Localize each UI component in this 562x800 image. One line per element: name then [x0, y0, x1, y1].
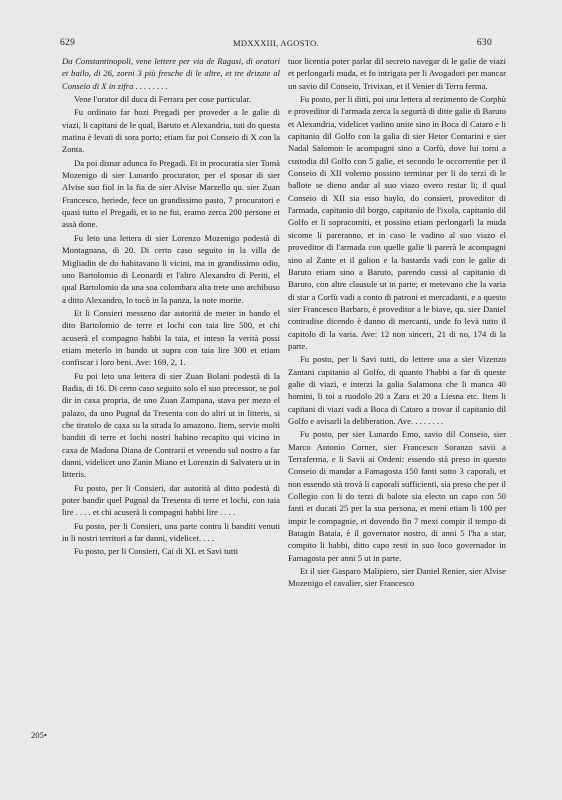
paragraph: Fu posto, per li ditti, poi una lettera al rezimento de Corphù e proveditor di l'armada zerca la segurtà di ditte galie di Baruto et Alexandria, videlicet vadino unite sino in Boca di Cataro e li capitanio dil Golfo con la galia di sier Hetor Contarini e sier Nadal Salomon le acompagni sino a Corfù, dove lui torni a custodia dil Golfo con 5 galie, et secondo le occorrentie per il Conseio di XII volemo possino terminar per li do terzi di le ballote se dieno andar al suo viazo overo restar li; il qual Conseio di XII sia esso baylo, do consieri, proveditor di l'armada, capitanio dil borgo, capitanio de l'ixola, capitanio dil Golfo et li sopracomiti, et possino etiam perlongarli la muda sicome li pareranno, et in caso le vadino al suo viazo el proveditor di l'armada con quelle galie li parerà le acompagni sino al Zante et il galion e la bastarda vadi con le galie di Baruto etiam sino a Baruto, parendo cussi al capitanio di Baruto, con altre clausule ut in parte; et metevano che la varia di star a Corfù vadi a conto di patroni et mercadanti, e a questo sier Francesco Barbaro, è proveditor a le biave, qu. sier Daniel contradise dicendo è danno di mercanti, unde fo levà tutto il capitolo di la varia. Ave: 12 non sinceri, 21 di no, 174 di la parte. [288, 94, 506, 351]
paragraph: Fu posto, per li Consieri, Cai di XL et Savi tutti [74, 546, 239, 557]
paragraph: Da poi disnar adunca fo Pregadi. Et in procuratia sier Tomà Mozenigo di sier Lunardo procurator, per el sposar di sier Alvise suo fiol in la fia de sier Alvise Marzello qu. sier Zuan Francesco, heriede, fece un grandissimo pasto, 7 procuratori e quasi tutto el Pregadi, et io ne fui, eramo zerca 200 persone et assà done. [62, 157, 280, 230]
right-column [288, 55, 506, 591]
paragraph: Vene l'orator dil duca di Ferrara per cose particular. [74, 94, 252, 105]
right-page-number: 630 [476, 38, 492, 48]
page-header [60, 38, 492, 52]
paragraph: Fu poi leto una lettera di sier Zuan Bolani podestà di la Badia, di 16. Di certo caso seguito solo el suo precessor, se pol dir in caxa propria, de uno Zuan Zampana, stava per mezo el palazo, da uno Pugnal da Tresenta con do altri ut in litteris, si che tiratolo de caxa su la strada lo amazono. Item, servie molti banditi di terre et lochi nostri habino recapito qui vicino in caxa de Madona Diana de Contrarii et venendo sul nostro a far danni, videlicet uno Zanin Miano et Lorenzin di Salvatera ut in litteris. [62, 370, 280, 480]
paragraph: Fu posto, per li Consieri, una parte contra li banditi venuti in li nostri territori a far danni, videlicet. . . . [62, 520, 280, 544]
paragraph: tuor licentia poter parlar dil secreto navegar di le galie de viazi et perlongarli muda, et fo intrigata per li Avogadori per mancar un savio dil Conseio, Trivixan, et il Venier di Terra ferma. [288, 56, 506, 91]
left-page-number: 629 [60, 38, 76, 48]
margin-number: 205• [31, 730, 47, 740]
running-title: MDXXXIII, AGOSTO. [233, 38, 319, 48]
paragraph: Fu ordinato far hozi Pregadi per proveder a le galie di viazi, li capitani de le qual, Baruto et Alexandria, tuti do questa matina è levati di sora porto; etiam far poi Conseio di X con la Zonta. [62, 107, 280, 155]
paragraph: Fu posto, per li Consieri, dar autorità al ditto podestà di poter bandir quel Pugnal da Tresenta di terre et lochi, con taia lire . . . . et chi acuserà li compagni habbi lire . . . . [62, 482, 280, 518]
paragraph: Fu posto, per sier Lunardo Emo, savio dil Conseio, sier Marco Antonio Corner, sier Francesco Soranzo savii a Terraferma, e li Savii ai Ordeni: essendo stà preso in questo Conseio di mandar a Famagosta 150 fanti sotto 3 caporali, et non essendo stà trovà li caporali sufficienti, sia preso che per il Collegio con li do terzi di balote sia electo un capo con 50 fanti et ducati 25 per la sua persona, et meni etiam li 100 per impir le compagnie, et dovendo fin 7 mexi compir il tempo di Batagin Bataia, è il governator nostro, di anni 5 l'ha a star, compito li habbi, ditto capo resti in suo loco governador in Famagosta per anni 5 ut in parte. [288, 429, 506, 563]
paragraph: Et li Consieri messeno dar autorità de meter in bando el dito Bartolomio de terre et lochi con taia lire 500, et chi acuserà el compagno habbi la taia, et inteso la verità possi etiam meterlo in bando ut supra con taia lire 300 et etiam confiscar i loro beni. Ave: 169, 2, 1. [62, 307, 280, 368]
paragraph: Et il sier Gasparo Malipiero, sier Daniel Renier, sier Alvise Mozenigo el cavalier, sier Francesco [288, 566, 506, 589]
paragraph: Da Constantinopoli, vene lettere per via de Ragusi, di oratori et bailo, di 26, zorni 3 più fresche di le altre, et tre drizate al Conseio di X in zifra . . . . . . . . [62, 56, 280, 91]
paragraph: Fu posto, per li Savi tutti, do lettere una a sier Vizenzo Zantani capitanio al Golfo, di quanto l'habbi a far di queste galie di viazi, e interzi la galia Salamona che li manca 40 homini, li toi a ruodolo 20 a Zara et 20 a Liesna etc. Item li capitani di viazi vadi a Boca di Cataro a trovar il capitanio dil Golfo e avisarli la deliberation. Ave. . . . . . . . [288, 354, 506, 426]
paragraph: Fu leto una lettera di sier Lorenzo Mozenigo podestà di Montagnana, di 20. Di certo caso seguito in la villa de Migliadin de do habitavano li vicini, ma in grandissimo odio, uno Bartolomio di Leonardi et l'altro Alexandro di Periti, el qual Bartolomio da una soa colombara alta trete uno archibuso a ditto Alexandro, lo tocò in la panza, la note morite. [62, 232, 280, 305]
left-column [62, 55, 280, 559]
